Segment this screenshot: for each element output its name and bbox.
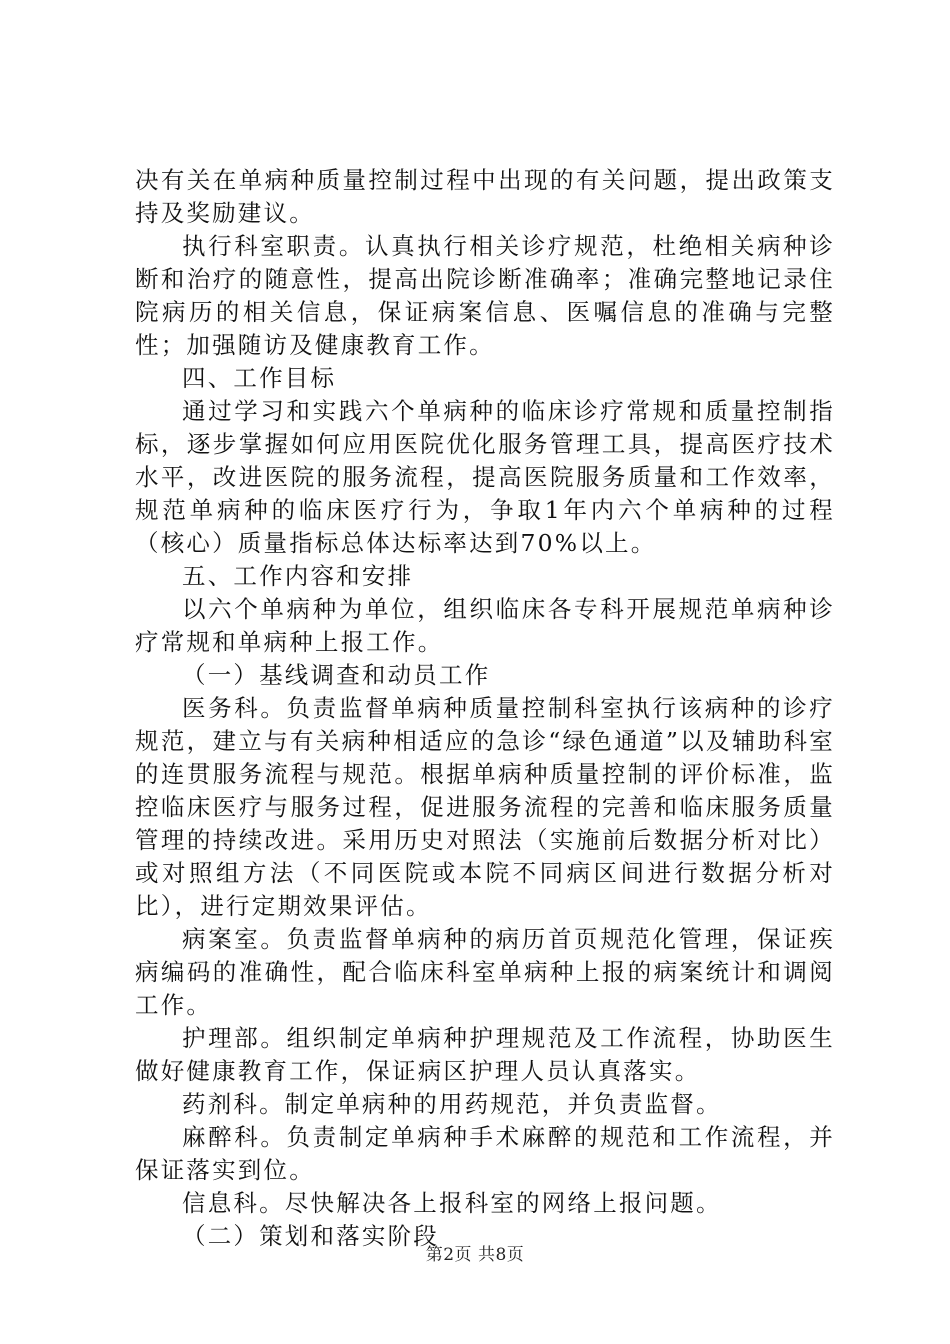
paragraph-nursing: 护理部。组织制定单病种护理规范及工作流程，协助医生做好健康教育工作，保证病区护理人员认真落实。 (135, 1024, 835, 1085)
section-heading-goals: 四、工作目标 (182, 364, 337, 392)
page-number-footer: 第2页 共8页 (425, 1245, 525, 1265)
paragraph-information: 信息科。尽快解决各上报科室的网络上报问题。 (182, 1189, 722, 1217)
paragraph-medical-affairs: 医务科。负责监督单病种质量控制科室执行该病种的诊疗规范，建立与有关病种相适应的急诊“绿色通道”以及辅助科室的连贯服务流程与规范。根据单病种质量控制的评价标准，监控临床医疗与服务过程，促进服务流程的完善和临床服务质量管理的持续改进。采用历史对照法（实施前后数据分析对比）或对照组方法（不同医院或本院不同病区间进行数据分析对比），进行定期效果评估。 (135, 694, 835, 920)
section-heading-content: 五、工作内容和安排 (182, 562, 414, 590)
subheading-planning: （二）策划和落实阶段 (182, 1222, 439, 1250)
paragraph-anesthesia: 麻醉科。负责制定单病种手术麻醉的规范和工作流程，并保证落实到位。 (135, 1123, 835, 1184)
paragraph-execution-duties: 执行科室职责。认真执行相关诊疗规范，杜绝相关病种诊断和治疗的随意性，提高出院诊断准确率；准确完整地记录住院病历的相关信息，保证病案信息、医嘱信息的准确与完整性；加强随访及健康教育工作。 (135, 232, 835, 359)
paragraph-pharmacy: 药剂科。制定单病种的用药规范，并负责监督。 (182, 1090, 722, 1118)
paragraph-continuation: 决有关在单病种质量控制过程中出现的有关问题，提出政策支持及奖励建议。 (135, 166, 835, 227)
paragraph-goals: 通过学习和实践六个单病种的临床诊疗常规和质量控制指标，逐步掌握如何应用医院优化服务管理工具，提高医疗技术水平，改进医院的服务流程，提高医院服务质量和工作效率，规范单病种的临床医疗行为，争取1年内六个单病种的过程（核心）质量指标总体达标率达到70%以上。 (135, 397, 835, 557)
subheading-baseline: （一）基线调查和动员工作 (182, 661, 491, 689)
paragraph-records-room: 病案室。负责监督单病种的病历首页规范化管理，保证疾病编码的准确性，配合临床科室单病种上报的病案统计和调阅工作。 (135, 925, 835, 1019)
paragraph-content-intro: 以六个单病种为单位，组织临床各专科开展规范单病种诊疗常规和单病种上报工作。 (135, 595, 835, 656)
document-body (135, 164, 835, 1253)
